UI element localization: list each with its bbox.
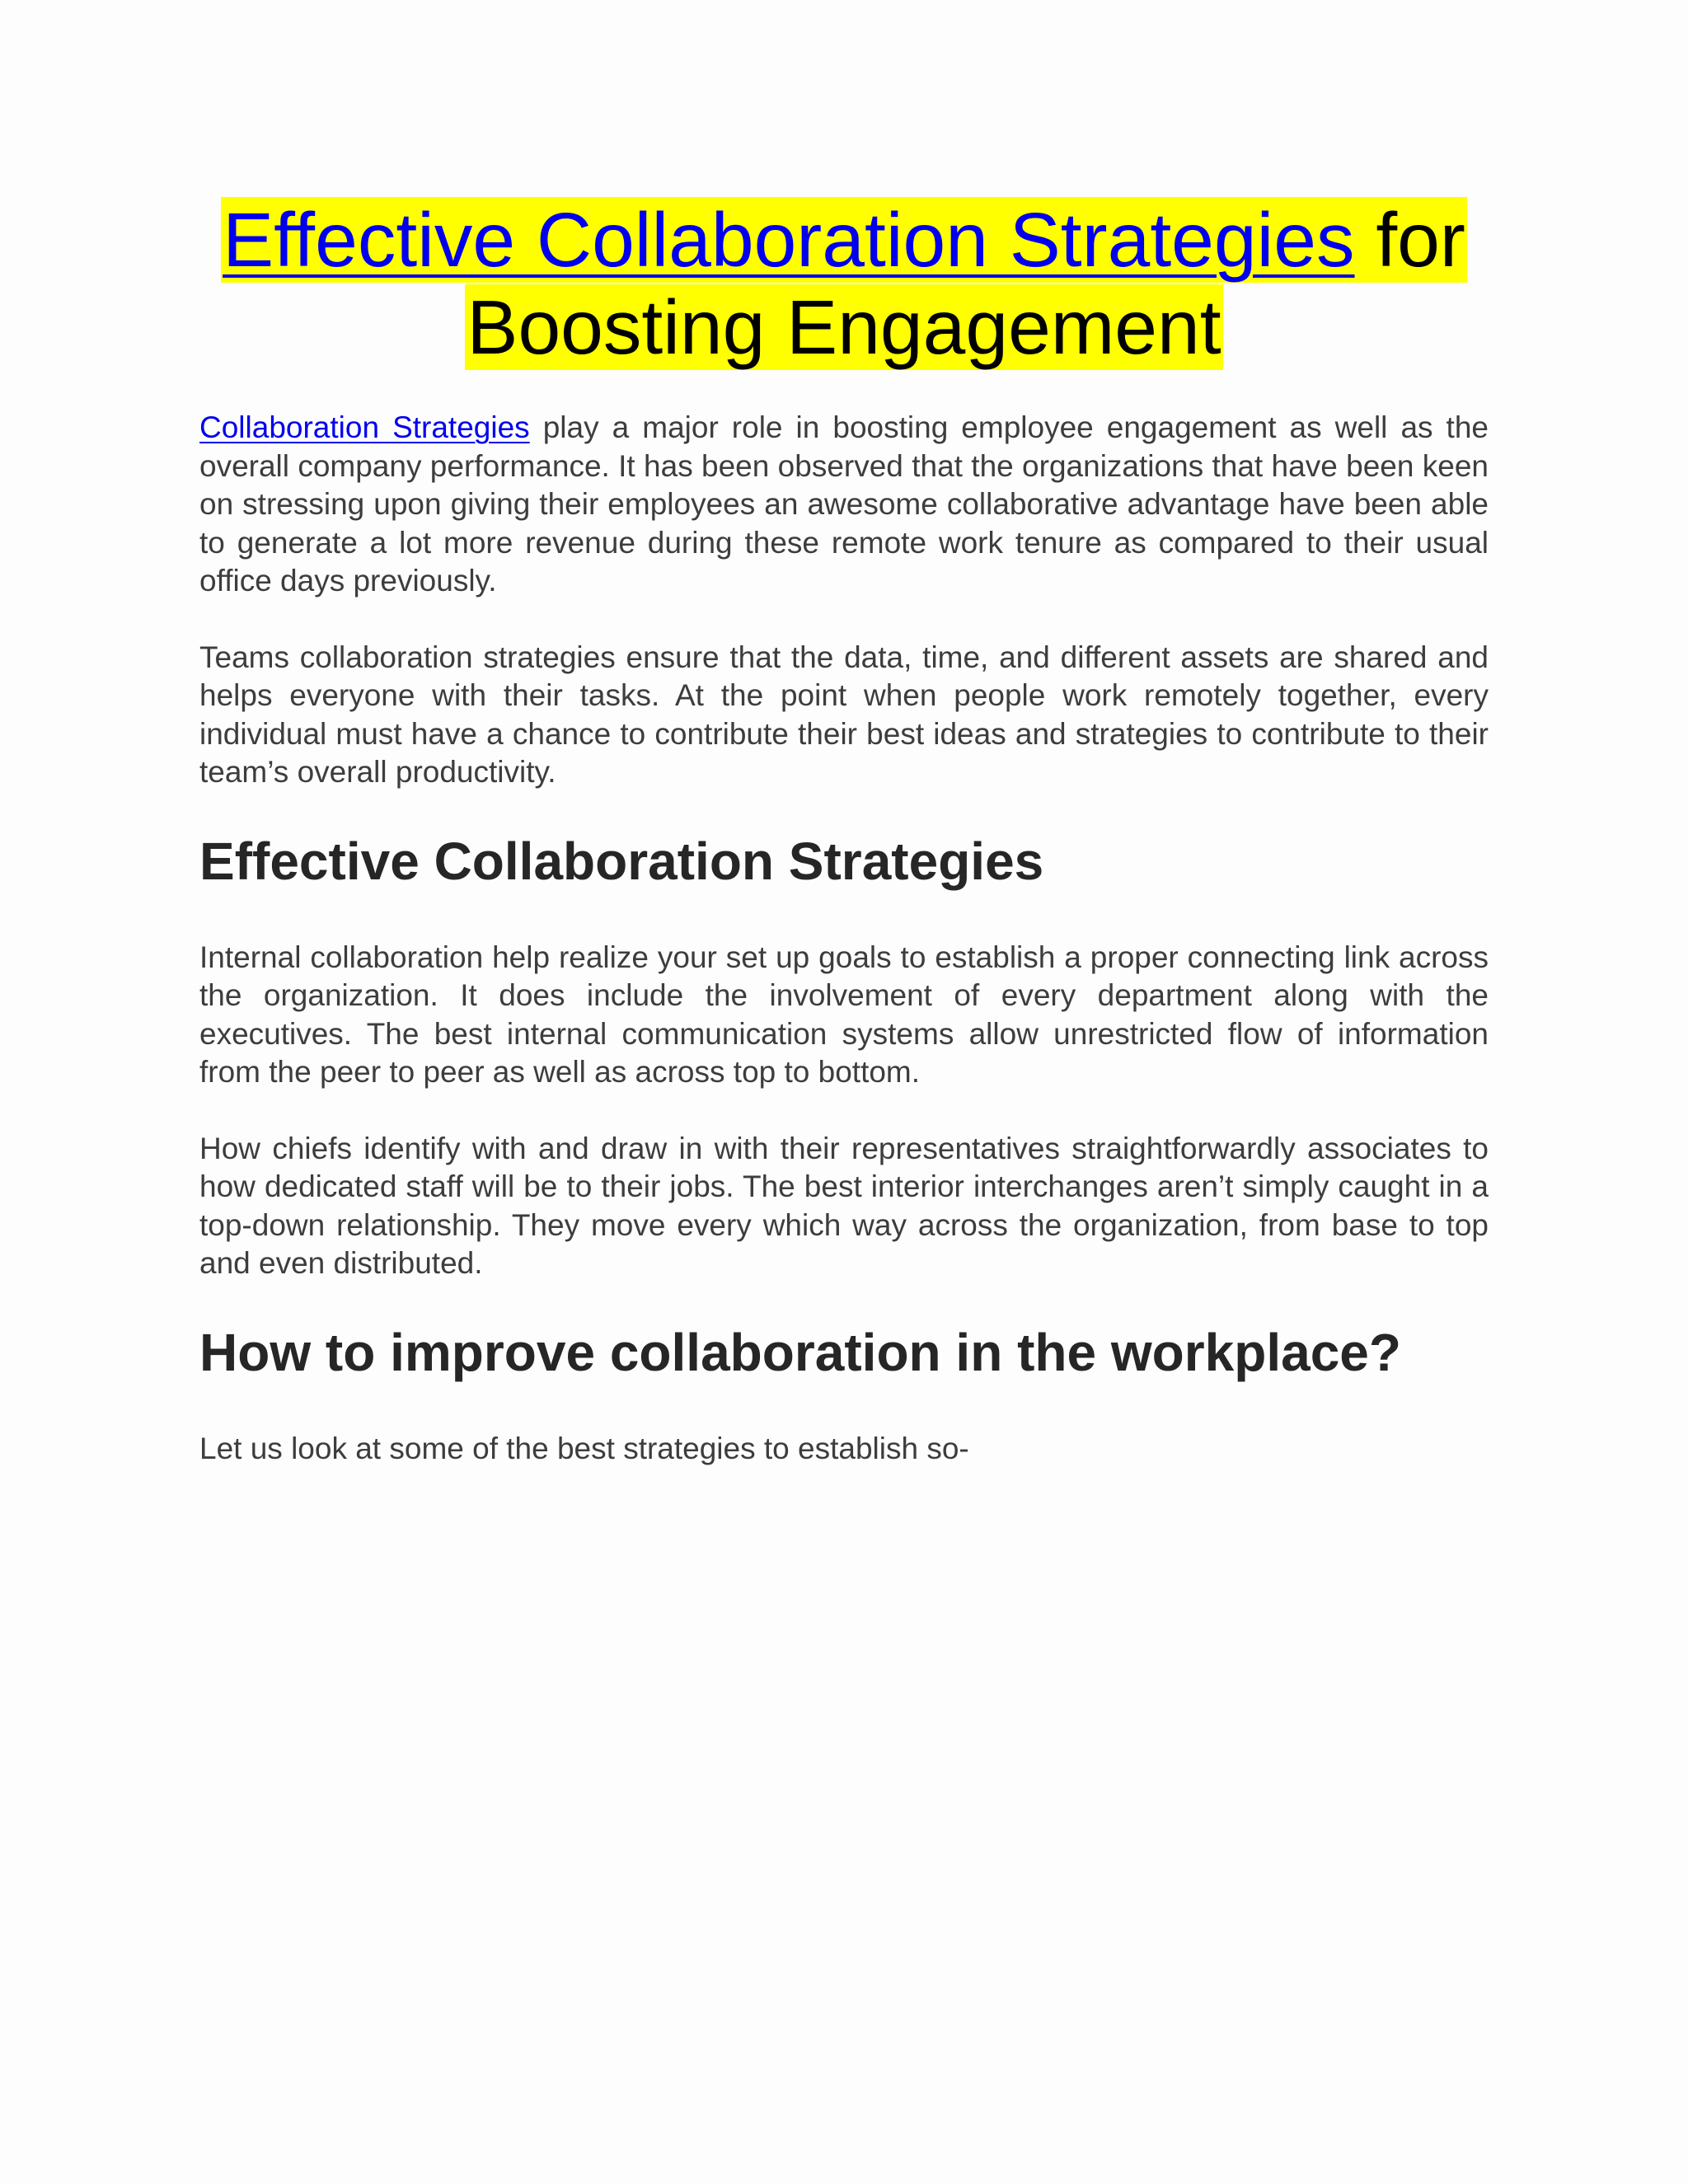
intro-text: play a major role in boosting employee engagement as well as the overall company performance. It has been observed that the organizations that have been keen on stressing upon giving their employees an awesome collaborative advantage have been able to generate a lot more revenue during these remote work tenure as compared to their usual office days previously. — [199, 410, 1489, 598]
section1-paragraph-2: How chiefs identify with and draw in with their representatives straightforwardly associates to how dedicated staff will be to their jobs. The best interior interchanges aren’t simply caught in a top-down relationship. They move every which way across the organization, from base to top and even distributed. — [199, 1131, 1489, 1280]
title-highlight-line2: Boosting Engagement — [467, 284, 1221, 370]
document-page — [199, 196, 1489, 1506]
section2-paragraph-1: Let us look at some of the best strategies to establish so- — [199, 1431, 969, 1465]
document-title — [199, 196, 1489, 371]
intro-link[interactable]: Collaboration Strategies — [199, 410, 530, 444]
intro-paragraph — [199, 409, 1489, 601]
section-heading-improve: How to improve collaboration in the workplace? — [199, 1322, 1401, 1382]
section1-paragraph-1: Internal collaboration help realize your set up goals to establish a proper connecting link across the organization. It does include the involvement of every department along with the executives. The best internal communication systems allow unrestricted flow of information from the peer to peer as well as across top to bottom. — [199, 940, 1489, 1089]
title-link[interactable]: Effective Collaboration Strategies — [223, 197, 1355, 283]
paragraph-2: Teams collaboration strategies ensure that the data, time, and different assets are shared and helps everyone with their tasks. At the point when people work remotely together, every individual must have a chance to contribute their best ideas and strategies to contribute to their team’s overall productivity. — [199, 640, 1489, 789]
title-rest-line1: for — [1354, 197, 1465, 283]
section-heading-strategies: Effective Collaboration Strategies — [199, 831, 1044, 891]
title-highlight-line1 — [221, 197, 1467, 283]
